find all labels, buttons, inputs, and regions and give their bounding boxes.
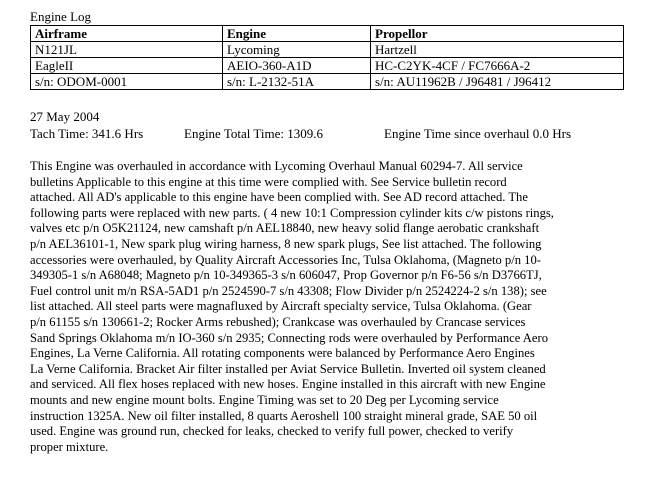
body-line: attached. All AD's applicable to this engine have been complied with. See AD record attached. The <box>30 190 528 205</box>
aircraft-info-table <box>30 25 624 90</box>
propellor-cell: Hartzell <box>371 42 624 58</box>
body-line: mounts and new engine mount bolts. Engine Timing was set to 20 Deg per Lycoming service <box>30 392 499 407</box>
body-line: Sand Springs Oklahoma m/n IO-360 s/n 2935; Connecting rods were overhauled by Performance Aero <box>30 330 548 345</box>
body-line: p/n 61155 s/n 130661-2; Rocker Arms rebushed); Crankcase was overhauled by Crancase services <box>30 314 526 329</box>
table-header-row <box>31 26 624 42</box>
header-airframe: Airframe <box>31 26 223 42</box>
engine-cell: Lycoming <box>223 42 371 58</box>
document-title: Engine Log <box>30 9 92 24</box>
body-line: 349305-1 s/n A68048; Magneto p/n 10-349365-3 s/n 606047, Prop Governor p/n F6-56 s/n D3766TJ, <box>30 268 542 283</box>
table-row <box>31 74 624 90</box>
propellor-cell: HC-C2YK-4CF / FC7666A-2 <box>371 58 624 74</box>
body-line: and serviced. All flex hoses replaced with new hoses. Engine installed in this aircraft with new Engine <box>30 377 546 392</box>
header-engine: Engine <box>223 26 371 42</box>
body-line: proper mixture. <box>30 439 109 454</box>
header-propellor: Propellor <box>371 26 624 42</box>
body-line: following parts were replaced with new parts. ( 4 new 10:1 Compression cylinder kits c/w pistons rings, <box>30 205 554 220</box>
propellor-cell: s/n: AU11962B / J96481 / J96412 <box>371 74 624 90</box>
table-row <box>31 58 624 74</box>
body-line: This Engine was overhauled in accordance with Lycoming Overhaul Manual 60294-7. All service <box>30 159 523 173</box>
body-line: Fuel control unit m/n RSA-5AD1 p/n 2524590-7 s/n 43308; Flow Divider p/n 2524224-2 s/n 138); see <box>30 283 547 298</box>
airframe-cell: EagleII <box>31 58 223 74</box>
engine-total-time: Engine Total Time: 1309.6 <box>184 126 323 141</box>
table-row <box>31 42 624 58</box>
engine-cell: s/n: L-2132-51A <box>223 74 371 90</box>
airframe-cell: s/n: ODOM-0001 <box>31 74 223 90</box>
body-line: instruction 1325A. New oil filter installed, 8 quarts Aeroshell 100 straight mineral grade, SAE 50 oil <box>30 408 538 423</box>
tach-time: Tach Time: 341.6 Hrs <box>30 126 144 141</box>
body-line: used. Engine was ground run, checked for leaks, checked to verify full power, checked to verify <box>30 424 514 439</box>
overhaul-description <box>30 159 630 455</box>
body-line: p/n AEL36101-1, New spark plug wiring harness, 8 new spark plugs, See list attached. The following <box>30 236 542 251</box>
body-line: Engines, La Verne California. All rotating components were balanced by Performance Aero Engines <box>30 346 535 361</box>
body-line: accessories were overhauled, by Quality Aircraft Accessories Inc, Tulsa Oklahoma, (Magneto p/n 10- <box>30 252 541 267</box>
engine-time-since-overhaul: Engine Time since overhaul 0.0 Hrs <box>384 126 572 141</box>
engine-cell: AEIO-360-A1D <box>223 58 371 74</box>
body-line: valves etc p/n O5K21124, new camshaft p/n AEL18840, new heavy solid flange aerobatic crankshaft <box>30 221 540 236</box>
body-line: list attached. All steel parts were magnafluxed by Aircraft specialty service, Tulsa Oklahoma. (Gear <box>30 299 532 314</box>
log-date: 27 May 2004 <box>30 109 100 124</box>
body-line: bulletins Applicable to this engine at this time were complied with. See Service bulletin record <box>30 174 507 189</box>
body-line: La Verne California. Bracket Air filter installed per Aviat Service Bulletin. Inverted oil system cleaned <box>30 361 546 376</box>
airframe-cell: N121JL <box>31 42 223 58</box>
